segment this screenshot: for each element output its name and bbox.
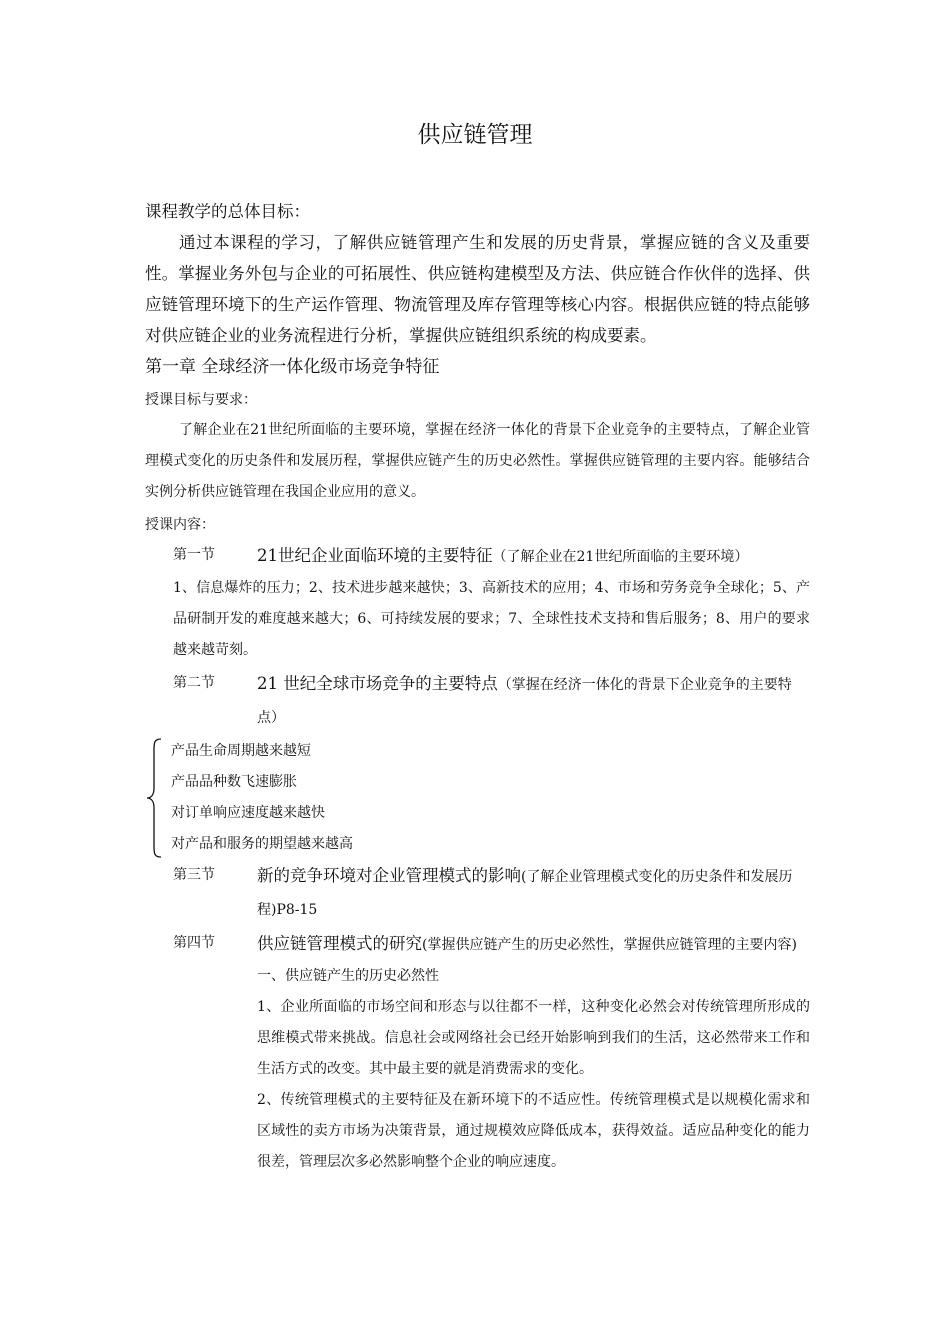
list-item: 产品生命周期越来越短 xyxy=(171,743,311,759)
section-4-number: 第四节 xyxy=(173,935,215,951)
section-4-paragraph-2: 2、传统管理模式的主要特征及在新环境下的不适应性。传统管理模式是以规模化需求和区域性的卖方市场为决策背景，通过规模效应降低成本，获得效益。适应品种变化的能力很差，管理层次多必然影响整个企业的响应速度。 xyxy=(257,1092,810,1170)
section-2-note: （掌握在经济一体化的背景下企业竞争的主要特点） xyxy=(257,677,792,726)
list-item: 对订单响应速度越来越快 xyxy=(171,805,325,821)
content-label: 授课内容： xyxy=(145,517,215,533)
document-body xyxy=(145,196,810,1178)
section-4-paragraph-1: 1、企业所面临的市场空间和形态与以往都不一样，这种变化必然会对传统管理所形成的思维模式带来挑战。信息社会或网络社会已经开始影响到我们的生活，这必然带来工作和生活方式的改变。其中最主要的就是消费需求的变化。 xyxy=(257,999,810,1077)
list-item: 对产品和服务的期望越来越高 xyxy=(171,836,353,852)
objective-text: 通过本课程的学习，了解供应链管理产生和发展的历史背景，掌握应链的含义及重要性。掌握业务外包与企业的可拓展性、供应链构建模型及方法、供应链合作伙伴的选择、供应链管理环境下的生产运作管理、物流管理及库存管理等核心内容。根据供应链的特点能够对供应链企业的业务流程进行分析，掌握供应链组织系统的构成要素。 xyxy=(145,233,810,345)
chapter-title: 第一章 全球经济一体化级市场竞争特征 xyxy=(145,357,440,377)
section-1 xyxy=(173,540,810,573)
section-2-bullet-list xyxy=(145,736,810,860)
section-4 xyxy=(173,928,810,961)
section-4-subheading: 一、供应链产生的历史必然性 xyxy=(257,968,439,984)
section-2 xyxy=(173,668,810,734)
section-4-heading: 供应链管理模式的研究 xyxy=(257,934,422,953)
objective-heading: 课程教学的总体目标： xyxy=(145,202,310,221)
section-1-number: 第一节 xyxy=(173,547,215,563)
section-2-number: 第二节 xyxy=(173,675,215,691)
section-1-items: 1、信息爆炸的压力；2、技术进步越来越快；3、高新技术的应用；4、市场和劳务竞争全球化；5、产品研制开发的难度越来越大；6、可持续发展的要求；7、全球性技术支持和售后服务；8、用户的要求越来越苛刻。 xyxy=(173,580,810,658)
list-item: 产品品种数飞速膨胀 xyxy=(171,774,297,790)
section-3 xyxy=(173,860,810,926)
goals-text: 了解企业在21世纪所面临的主要环境，掌握在经济一体化的背景下企业竞争的主要特点，了解企业管理模式变化的历史条件和发展历程，掌握供应链产生的历史必然性。掌握供应链管理的主要内容。能够结合实例分析供应链管理在我国企业应用的意义。 xyxy=(145,422,810,500)
section-1-note: （了解企业在21世纪所面临的主要环境） xyxy=(492,549,749,565)
section-1-heading: 21世纪企业面临环境的主要特征 xyxy=(257,546,493,565)
section-3-heading: 新的竞争环境对企业管理模式的影响 xyxy=(257,866,521,885)
curly-brace-icon xyxy=(145,736,167,860)
section-4-body xyxy=(173,961,810,1178)
document-title: 供应链管理 xyxy=(417,122,533,148)
section-3-note: (了解企业管理模式变化的历史条件和发展历程)P8-15 xyxy=(257,869,793,918)
section-4-note: (掌握供应链产生的历史必然性，掌握供应链管理的主要内容) xyxy=(422,937,797,953)
goals-label: 授课目标与要求： xyxy=(145,392,257,408)
section-2-heading: 21 世纪全球市场竞争的主要特点 xyxy=(257,674,498,693)
section-3-number: 第三节 xyxy=(173,867,215,883)
